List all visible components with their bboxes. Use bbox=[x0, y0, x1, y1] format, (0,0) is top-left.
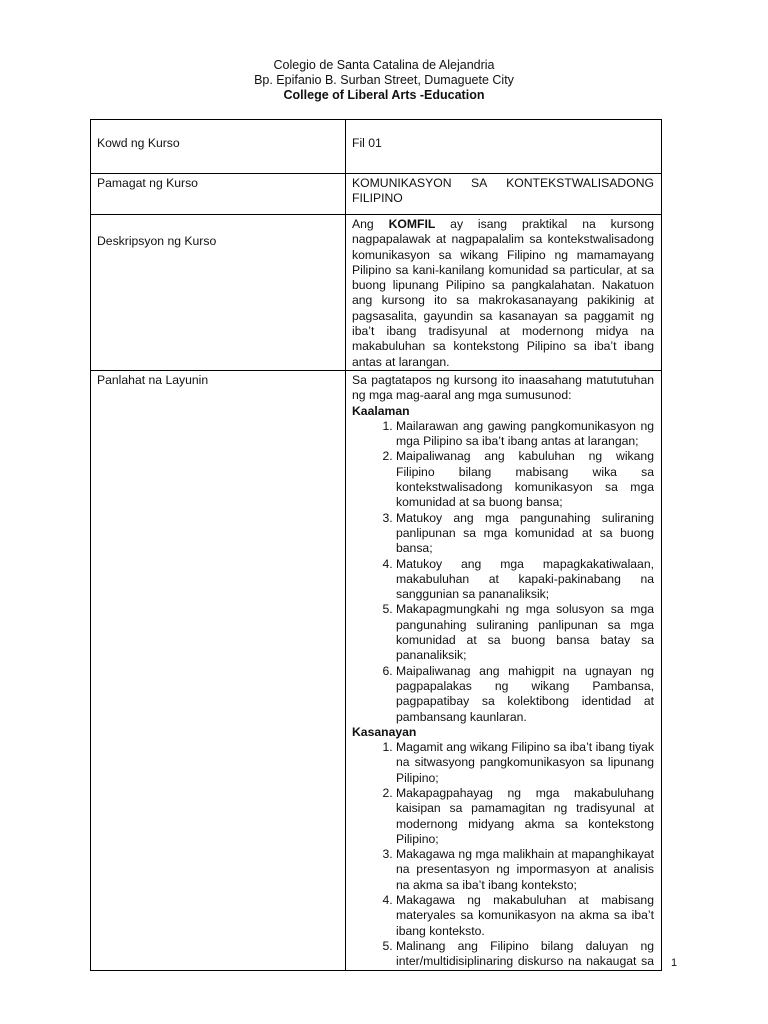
course-table bbox=[90, 119, 662, 971]
table-row bbox=[91, 370, 662, 970]
objectives-intro: Sa pagtatapos ng kursong ito inaasahang matututuhan ng mga mag-aaral ang mga sumusunod: bbox=[352, 372, 654, 403]
skills-list bbox=[352, 740, 654, 969]
list-item: 4. Matukoy ang mga mapagkakatiwalaan, makabuluhan at kapaki-pakinabang na sanggunian sa pananaliksik; bbox=[396, 557, 654, 603]
page-number: 1 bbox=[671, 957, 678, 969]
description-text: ay isang praktikal na kursong nagpapalawak at nagpapalalim sa kontekstwalisadong komunikasyon sa wikang Filipino ng mamamayang Pilipino sa kani-kanilang komunidad sa particular, at sa buong lipunang Pilipino sa pangkalahatan. Nakatuon ang kursong ito sa makrokasanayang pakikinig at pagsasalita, gayundin sa kasanayan sa paggamit ng iba’t ibang tradisyunal at modernong midya na makabuluhan sa kontekstong Pilipino sa iba’t ibang antas at larangan. bbox=[352, 217, 654, 369]
knowledge-heading: Kaalaman bbox=[352, 403, 410, 418]
course-code-value: Fil 01 bbox=[346, 120, 662, 174]
college-name: College of Liberal Arts -Education bbox=[283, 88, 485, 102]
course-title-line2: FILIPINO bbox=[352, 191, 403, 206]
course-description-value bbox=[346, 215, 662, 371]
objectives-value bbox=[346, 370, 662, 970]
table-row bbox=[91, 174, 662, 215]
course-title-value bbox=[346, 174, 662, 215]
list-item: 2. Maipaliwanag ang kabuluhan ng wikang Filipino bilang mabisang wika sa kontekstwalisadong komunikasyon sa mga komunidad at sa buong bansa; bbox=[396, 449, 654, 510]
description-emphasis: KOMFIL bbox=[388, 217, 436, 231]
list-item: 1. Magamit ang wikang Filipino sa iba’t ibang tiyak na sitwasyong pangkomunikasyon sa lipunang Pilipino; bbox=[396, 740, 654, 786]
knowledge-list bbox=[352, 419, 654, 725]
school-address: Bp. Epifanio B. Surban Street, Dumaguete City bbox=[254, 73, 514, 87]
skills-heading: Kasanayan bbox=[352, 724, 417, 739]
list-item: 5. Malinang ang Filipino bilang daluyan ng inter/multidisiplinaring diskurso na nakaugat sa bbox=[396, 939, 654, 970]
description-prefix: Ang bbox=[352, 217, 389, 231]
list-item: 3. Matukoy ang mga pangunahing suliraning panlipunan sa mga komunidad at sa buong bansa; bbox=[396, 511, 654, 557]
list-item: 6. Maipaliwanag ang mahigpit na ugnayan ng pagpapalakas ng wikang Pambansa, pagpapatibay sa kolektibong identidad at pambansang kaunlaran. bbox=[396, 664, 654, 725]
objectives-label: Panlahat na Layunin bbox=[91, 370, 346, 970]
list-item: 4. Makagawa ng makabuluhan at mabisang materyales sa komunikasyon na akma sa iba’t ibang konteksto. bbox=[396, 893, 654, 939]
list-item: 2. Makapagpahayag ng mga makabuluhang kaisipan sa pamamagitan ng tradisyunal at modernong midyang akma sa kontekstong Pilipino; bbox=[396, 786, 654, 847]
list-item: 5. Makapagmungkahi ng mga solusyon sa mga pangunahing suliraning panlipunan sa mga komunidad at sa buong bansa batay sa pananaliksik; bbox=[396, 602, 654, 663]
document-header bbox=[0, 58, 768, 103]
table-row bbox=[91, 215, 662, 371]
table-row bbox=[91, 120, 662, 174]
course-title-label: Pamagat ng Kurso bbox=[91, 174, 346, 215]
list-item: 3. Makagawa ng mga malikhain at mapanghikayat na presentasyon ng impormasyon at analisis na akma sa iba’t ibang konteksto; bbox=[396, 847, 654, 893]
course-code-label: Kowd ng Kurso bbox=[91, 120, 346, 174]
course-description-label: Deskripsyon ng Kurso bbox=[91, 215, 346, 371]
list-item: 1. Mailarawan ang gawing pangkomunikasyon ng mga Pilipino sa iba’t ibang antas at larangan; bbox=[396, 419, 654, 450]
school-name: Colegio de Santa Catalina de Alejandria bbox=[273, 58, 495, 72]
course-title-line1: KOMUNIKASYON SA KONTEKSTWALISADONG bbox=[352, 176, 654, 190]
